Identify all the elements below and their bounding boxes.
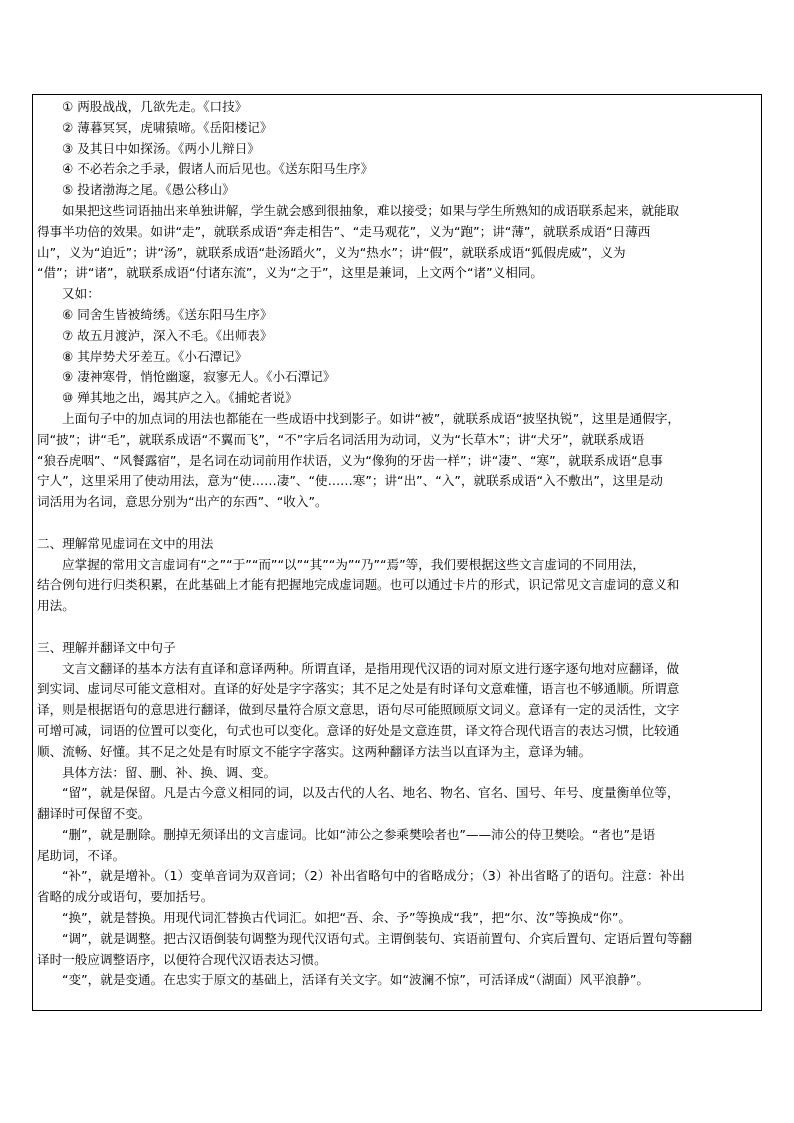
paragraph-line: 得事半功倍的效果。如讲“走”，就联系成语“奔走相告”、“走马观花”，义为“跑”；讲“薄”，就联系成语“日薄西 [37, 223, 651, 239]
also-label: 又如： [62, 286, 100, 302]
section-heading: 三、理解并翻译文中句子 [37, 639, 176, 655]
paragraph-line: 应掌握的常用文言虚词有“之”“于”“而”“以”“其”“为”“乃”“焉”等，我们要根据这些文言虚词的不同用法， [62, 556, 645, 572]
paragraph-line: 宁人”，这里采用了使动用法，意为“使……凄”、“使……寒”；讲“出”、“入”，就联系成语“入不敷出”，这里是动 [37, 473, 663, 489]
spacer [37, 617, 761, 638]
paragraph-line: 文言文翻译的基本方法有直译和意译两种。所谓直译，是指用现代汉语的词对原文进行逐字逐句地对应翻译，做 [62, 660, 680, 676]
paragraph-line: 词活用为名词，意思分别为“出产的东西”、“收入”。 [37, 494, 328, 510]
paragraph-line: 可增可减，词语的位置可以变化，句式也可以变化。意译的好处是文意连贯，译文符合现代语言的表达习惯，比较通 [37, 722, 680, 738]
section-function-words [37, 534, 761, 617]
example-item: ⑤ 投诸渤海之尾。《愚公移山》 [62, 182, 235, 198]
method-bu: “补”，就是增补。（1）变单音词为双音词；（2）补出省略句中的省略成分；（3）补出省略了的语句。注意：补出 [62, 868, 685, 884]
method-bu-cont: 省略的成分或语句，要加括号。 [37, 889, 214, 905]
example-item: ④ 不必若余之手录，假诸人而后见也。《送东阳马生序》 [62, 161, 374, 177]
section-heading: 二、理解常见虚词在文中的用法 [37, 535, 214, 551]
spacer [37, 513, 761, 534]
section-translation [37, 638, 761, 992]
paragraph-line: 译，则是根据语句的意思进行翻译，做到尽量符合原文意思，语句尽可能照顾原文词义。意译有一定的灵活性，文字 [37, 702, 680, 718]
method-bian: “变”，就是变通。在忠实于原文的基础上，活译有关文字。如“波澜不惊”，可活译成“（湖面）风平浪静”。 [62, 972, 649, 988]
methods-summary: 具体方法：留、删、补、换、调、变。 [62, 764, 277, 780]
example-item: ① 两股战战，几欲先走。《口技》 [62, 99, 248, 114]
example-list-b [37, 305, 761, 409]
method-huan: “换”，就是替换。用现代词汇替换古代词汇。如把“吾、余、予”等换成“我”，把“尔、汝”等换成“你”。 [62, 910, 631, 926]
paragraph-line: 顺、流畅、好懂。其不足之处是有时原文不能字字落实。这两种翻译方法当以直译为主，意译为辅。 [37, 743, 592, 759]
method-diao-cont: 译时一般应调整语序，以便符合现代汉语表达习惯。 [37, 951, 327, 967]
paragraph-line: 用法。 [37, 598, 75, 614]
example-item: ② 薄暮冥冥，虎啸猿啼。《岳阳楼记》 [62, 119, 273, 135]
example-item: ⑩ 殚其地之出，竭其庐之入。《捕蛇者说》 [62, 390, 298, 406]
method-liu: “留”，就是保留。凡是古今意义相同的词，以及古代的人名、地名、物名、官名、国号、年号、度量衡单位等， [62, 785, 680, 801]
paragraph-line: 上面句子中的加点词的用法也都能在一些成语中找到影子。如讲“被”，就联系成语“披坚执锐”，这里是通假字， [62, 410, 681, 426]
document-body [37, 97, 761, 991]
example-item: ③ 及其日中如探汤。《两小儿辩日》 [62, 140, 260, 156]
paragraph-idiom-explanation [37, 201, 761, 284]
example-item: ⑥ 同舍生皆被绮绣。《送东阳马生序》 [62, 306, 273, 322]
example-item: ⑨ 凄神寒骨，悄怆幽邃，寂寥无人。《小石潭记》 [62, 369, 336, 385]
paragraph-line: “狼吞虎咽”、“风餐露宿”，是名词在动词前用作状语，义为“像狗的牙齿一样”；讲“凄”、“寒”，就联系成语“息事 [37, 452, 663, 468]
method-diao: “调”，就是调整。把古汉语倒装句调整为现代汉语句式。主谓倒装句、宾语前置句、介宾后置句、定语后置句等翻 [62, 930, 693, 946]
paragraph-line: 如果把这些词语抽出来单独讲解，学生就会感到很抽象，难以接受；如果与学生所熟知的成语联系起来，就能取 [62, 202, 680, 218]
paragraph-line: 到实词、虚词尽可能文意相对。直译的好处是字字落实；其不足之处是有时译句文意难懂，语言也不够通顺。所谓意 [37, 681, 680, 697]
paragraph-line: 结合例句进行归类积累，在此基础上才能有把握地完成虚词题。也可以通过卡片的形式，识记常见文言虚词的意义和 [37, 577, 680, 593]
paragraph-line: 同“披”；讲“毛”，就联系成语“不翼而飞”，“不”字后名词活用为动词，义为“长草木”；讲“犬牙”，就联系成语 [37, 431, 645, 447]
example-item: ⑦ 故五月渡泸，深入不毛。《出师表》 [62, 327, 273, 343]
method-liu-cont: 翻译时可保留不变。 [37, 806, 151, 822]
paragraph-line: “借”；讲“诸”，就联系成语“付诸东流”，义为“之于”，这里是兼词，上文两个“诸”义相同。 [37, 265, 544, 281]
example-list-a [37, 97, 761, 201]
method-shan: “删”，就是删除。删掉无须译出的文言虚词。比如“沛公之参乘樊哙者也”——沛公的侍卫樊哙。“者也”是语 [62, 826, 656, 842]
paragraph-line: 山”，义为“迫近”；讲“汤”，就联系成语“赴汤蹈火”，义为“热水”；讲“假”，就联系成语“狐假虎威”，义为 [37, 244, 626, 260]
method-shan-cont: 尾助词，不译。 [37, 847, 126, 863]
paragraph-dotted-words [37, 409, 761, 513]
example-item: ⑧ 其岸势犬牙差互。《小石潭记》 [62, 348, 248, 364]
